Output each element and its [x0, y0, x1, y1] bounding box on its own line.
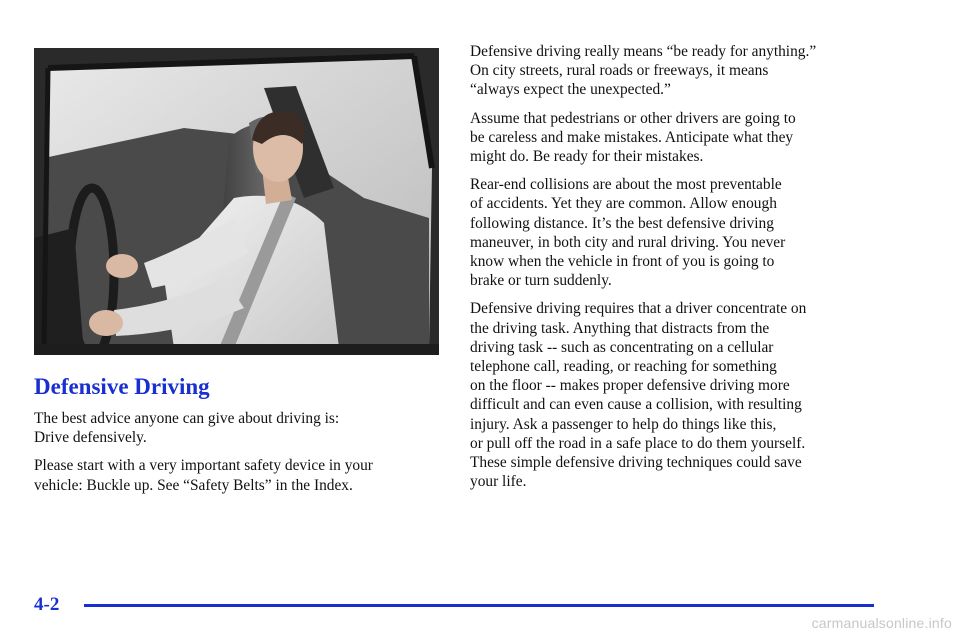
driver-seatbelt-picture	[34, 48, 439, 355]
left-column	[34, 409, 444, 504]
footer-rule	[84, 604, 874, 607]
right-paragraph-2: Assume that pedestrians or other drivers are going to be careless and make mistakes. Anticipate what they might do. Be ready for their mistakes.	[470, 109, 796, 166]
page-number: 4-2	[34, 594, 60, 615]
watermark: carmanualsonline.info	[811, 615, 952, 631]
right-paragraph-1: Defensive driving really means “be ready for anything.” On city streets, rural roads or freeways, it means “always expect the unexpected.”	[470, 43, 817, 99]
left-paragraph-1: The best advice anyone can give about driving is: Drive defensively.	[34, 410, 340, 447]
driver-illustration	[34, 48, 439, 355]
section-title: Defensive Driving	[34, 374, 210, 399]
right-paragraph-3: Rear-end collisions are about the most preventable of accidents. Yet they are common. Allow enough following distance. It’s the best defensive driving maneuver, in both city and rural driving. You never know when the vehicle in front of you is going to brake or turn suddenly.	[470, 176, 786, 290]
left-paragraph-2: Please start with a very important safety device in your vehicle: Buckle up. See “Safety Belts” in the Index.	[34, 457, 373, 494]
right-paragraph-4: Defensive driving requires that a driver concentrate on the driving task. Anything that distracts from the driving task -- such as concentrating on a cellular telephone call, reading, or reaching for something on the floor -- makes proper defensive driving more difficult and can even cause a collision, with resulting injury. Ask a passenger to help do things like this, or pull off the road in a safe place to do them yourself. These simple defensive driving techniques could save your life.	[470, 300, 807, 491]
right-column	[470, 42, 890, 500]
